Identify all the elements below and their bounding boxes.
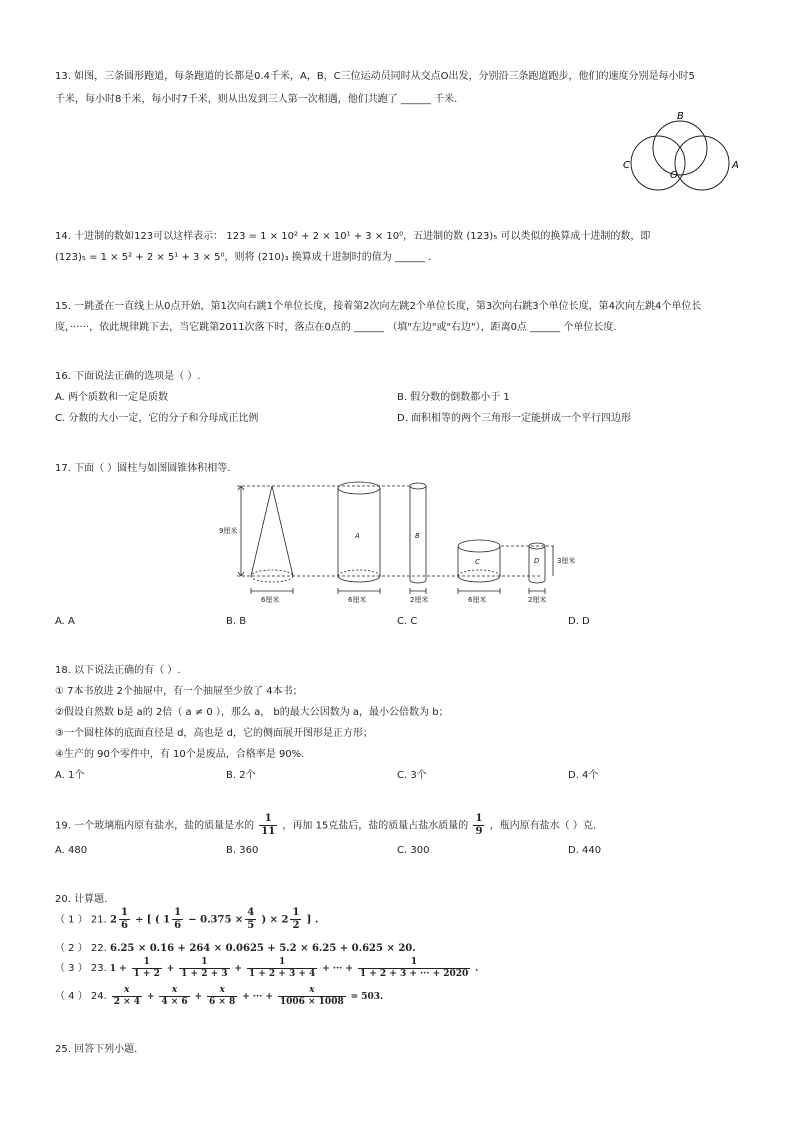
q17-stem: 17. 下面（ ）圆柱与如图圆锥体积相等. [55, 463, 231, 474]
base-label-cone: 6厘米 [261, 596, 280, 604]
small-height-label: 3厘米 [557, 557, 575, 565]
letter-a: A [355, 532, 360, 540]
three-circles-figure [618, 108, 748, 198]
q20-sub3: （ 3 ） 23. 1 + $\frac{1}{1 + 2}$ + $\frac{1}{1 + 2 + 3}$ + $\frac{1}{1 + 2 + 3 + 4}$ + ··· + $\frac{1}{1 + 2 + 3 + \cdot\cdot\cdot + 2020}$ . [55, 957, 479, 979]
q18-item-4: ④生产的 90个零件中，有 10个是废品，合格率是 90%. [55, 749, 305, 760]
q20-sub2: （ 2 ） 22. 6.25 × 0.16 + 264 × 0.0625 + 5.2 × 6.25 + 0.625 × 20. [55, 943, 416, 954]
q17-option-d: D. D [568, 616, 590, 627]
q16-stem: 16. 下面说法正确的选项是（ ）. [55, 371, 201, 382]
q20-sub4: （ 4 ） 24. $\frac{x}{2 \times 4}$ + $\frac{x}{4 \times 6}$ + $\frac{x}{6 \times 8}$ + ··· + $\frac{x}{1006 \times 1008}$ = 503. [55, 985, 384, 1007]
q18-option-c: C. 3个 [397, 770, 427, 781]
q19-option-b: B. 360 [226, 845, 259, 856]
q14-line2: (123)₅ = 1 × 5² + 2 × 5¹ + 3 × 5⁰，则将 (210)₃ 换算成十进制时的值为 ______ . [55, 252, 432, 263]
q18-option-b: B. 2个 [226, 770, 256, 781]
q18-option-d: D. 4个 [568, 770, 599, 781]
q14-line1: 14. 十进制的数如123可以这样表示： 123 = 1 × 10² + 2 × 10¹ + 3 × 10⁰，五进制的数 (123)₅ 可以类似的换算成十进制的数，即 [55, 231, 651, 242]
q16-option-b: B. 假分数的倒数都小于 1 [397, 392, 510, 403]
q17-option-a: A. A [55, 616, 75, 627]
q17-option-c: C. C [397, 616, 418, 627]
label-b: B [677, 111, 684, 122]
q19-frac-2: $\frac{1}{9}$ [475, 813, 483, 837]
q13-line1: 13. 如图，三条圆形跑道，每条跑道的长都是0.4千米，A，B，C三位运动员同时从交点O出发，分别沿三条跑道跑步，他们的速度分别是每小时5 [55, 71, 695, 82]
base-label-d: 2厘米 [528, 596, 547, 604]
q18-stem: 18. 以下说法正确的有（ ）. [55, 665, 181, 676]
q18-item-2: ②假设自然数 b是 a的 2倍（ a ≠ 0 ），那么 a， b的最大公因数为 a，最小公倍数为 b； [55, 707, 449, 718]
cyl-b-bottom [410, 580, 426, 583]
q18-option-a: A. 1个 [55, 770, 85, 781]
cone-cylinders-figure [215, 476, 575, 608]
q15-line2: 度，······，依此规律跳下去，当它跳第2011次落下时，落点在0点的 ______ （填"左边"或"右边"），距离0点 ______ 个单位长度. [55, 322, 617, 333]
q19-option-d: D. 440 [568, 845, 602, 856]
cyl-c-top [458, 540, 500, 552]
letter-c: C [475, 558, 480, 566]
cone [251, 486, 293, 576]
q19-option-a: A. 480 [55, 845, 88, 856]
cyl-a-top [338, 482, 380, 494]
label-o: O [670, 170, 678, 181]
q19-stem: 19. 一个玻璃瓶内原有盐水，盐的质量是水的 $\frac{1}{11}$ ，再加 15克盐后，盐的质量占盐水质量的 $\frac{1}{9}$ ，瓶内原有盐水（ ）克. [55, 813, 596, 837]
q20-stem: 20. 计算题. [55, 894, 108, 905]
q25-stem: 25. 回答下列小题. [55, 1044, 138, 1055]
q18-item-3: ③一个圆柱体的底面直径是 d，高也是 d，它的侧面展开图形是正方形； [55, 728, 374, 739]
label-a: A [732, 160, 739, 171]
q17-option-b: B. B [226, 616, 247, 627]
q19-frac-1: $\frac{1}{11}$ [261, 813, 276, 837]
label-c: C [623, 160, 630, 171]
q18-item-1: ① 7本书放进 2个抽屉中，有一个抽屉至少放了 4本书； [55, 686, 303, 697]
q16-option-d: D. 面积相等的两个三角形一定能拼成一个平行四边形 [397, 413, 632, 424]
letter-b: B [415, 532, 420, 540]
base-label-b: 2厘米 [410, 596, 429, 604]
base-label-c: 6厘米 [468, 596, 487, 604]
cyl-c-bottom [458, 576, 500, 582]
q19-option-c: C. 300 [397, 845, 430, 856]
cyl-d-bottom [529, 580, 545, 583]
q16-option-a: A. 两个质数和一定是质数 [55, 392, 169, 403]
q20-sub1: （ 1 ） 21. 2 $\frac{1}{6}$ ÷ [ ( 1 $\frac{1}{6}$ − 0.375 × $\frac{4}{5}$ ) × 2 $\frac{1}{2}$ ] . [55, 907, 319, 931]
letter-d: D [534, 557, 540, 565]
q16-option-c: C. 分数的大小一定，它的分子和分母成正比例 [55, 413, 259, 424]
cyl-a-bottom [338, 576, 380, 582]
height-label: 9厘米 [219, 527, 238, 535]
q13-line2: 千米，每小时8千米，每小时7千米，则从出发到三人第一次相遇，他们共跑了 ______ 千米. [55, 94, 458, 105]
q15-line1: 15. 一跳蚤在一直线上从0点开始，第1次向右跳1个单位长度，接着第2次向左跳2个单位长度，第3次向右跳3个单位长度，第4次向左跳4个单位长 [55, 301, 702, 312]
base-label-a: 6厘米 [348, 596, 367, 604]
cyl-b-top [410, 483, 426, 489]
